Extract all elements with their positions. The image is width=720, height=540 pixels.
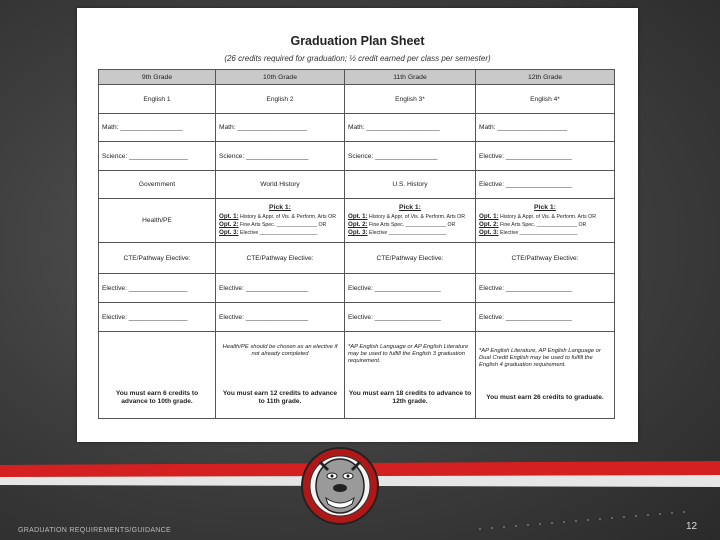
health-pe-cell: Health/PE xyxy=(99,199,216,243)
note-9 xyxy=(102,344,212,380)
science-9: Science: ________________ xyxy=(99,142,216,171)
social-12: Elective: __________________ xyxy=(476,171,615,199)
option-1: Opt. 1: History & Appr. of Vis. & Perform. Arts OR xyxy=(348,213,465,220)
social-studies-row xyxy=(99,171,615,199)
elective-a-11: Elective: __________________ xyxy=(345,274,476,303)
note-12: *AP English Literature, AP English Language or Dual Credit English may be used to fulfill the English 4 graduation requirement. xyxy=(479,348,601,368)
decorative-dots xyxy=(470,495,710,540)
cte-9: CTE/Pathway Elective: xyxy=(99,243,216,274)
option-2: Opt. 2: Fine Arts Spec. ______________ OR xyxy=(479,221,587,228)
summary-11 xyxy=(345,332,476,419)
elective-b-11: Elective: __________________ xyxy=(345,303,476,332)
math-row xyxy=(99,114,615,142)
elective-a-10: Elective: _________________ xyxy=(216,274,345,303)
cte-row xyxy=(99,243,615,274)
social-10: World History xyxy=(216,171,345,199)
elective-b-9: Elective: ________________ xyxy=(99,303,216,332)
option-3: Opt. 3: Elective ____________________ xyxy=(479,229,578,236)
elective-b-10: Elective: _________________ xyxy=(216,303,345,332)
option-3: Opt. 3: Elective ____________________ xyxy=(348,229,447,236)
science-11: Science: _________________ xyxy=(345,142,476,171)
elective-a-9: Elective: ________________ xyxy=(99,274,216,303)
pick-cell-12 xyxy=(476,199,615,243)
credits-requirement-11: You must earn 18 credits to advance to 12th grade. xyxy=(348,390,472,405)
credits-requirement-12: You must earn 26 credits to graduate. xyxy=(486,394,604,401)
summary-10 xyxy=(216,332,345,419)
english-12: English 4* xyxy=(476,85,615,114)
elective-b-12: Elective: __________________ xyxy=(476,303,615,332)
header-10th: 10th Grade xyxy=(216,70,345,85)
english-11: English 3* xyxy=(345,85,476,114)
cte-12: CTE/Pathway Elective: xyxy=(476,243,615,274)
math-12: Math: ___________________ xyxy=(476,114,615,142)
science-12: Elective: __________________ xyxy=(476,142,615,171)
social-11: U.S. History xyxy=(345,171,476,199)
header-12th: 12th Grade xyxy=(476,70,615,85)
sheet-subtitle: (26 credits required for graduation; ½ credit earned per class per semester) xyxy=(224,54,491,63)
header-9th: 9th Grade xyxy=(99,70,216,85)
summary-12 xyxy=(476,332,615,419)
math-11: Math: ____________________ xyxy=(345,114,476,142)
math-9: Math: _________________ xyxy=(99,114,216,142)
sheet-title: Graduation Plan Sheet xyxy=(290,34,425,48)
summary-row xyxy=(99,332,615,419)
option-2: Opt. 2: Fine Arts Spec. ______________ OR xyxy=(219,221,327,228)
english-10: English 2 xyxy=(216,85,345,114)
option-3: Opt. 3: Elective ____________________ xyxy=(219,229,318,236)
footer-label: GRADUATION REQUIREMENTS/GUIDANCE xyxy=(18,527,171,534)
english-9: English 1 xyxy=(99,85,216,114)
option-2: Opt. 2: Fine Arts Spec. ______________ OR xyxy=(348,221,456,228)
cte-11: CTE/Pathway Elective: xyxy=(345,243,476,274)
science-10: Science: _________________ xyxy=(216,142,345,171)
credits-requirement-9: You must earn 6 credits to advance to 10th grade. xyxy=(115,390,199,405)
header-row xyxy=(99,70,615,85)
option-1: Opt. 1: History & Appr. of Vis. & Perform. Arts OR xyxy=(479,213,596,220)
elective-a-12: Elective: __________________ xyxy=(476,274,615,303)
social-9: Government xyxy=(99,171,216,199)
pick-cell-10 xyxy=(216,199,345,243)
credits-requirement-10: You must earn 12 credits to advance to 11th grade. xyxy=(222,390,338,405)
page-number: 12 xyxy=(686,521,698,532)
bulldog-mascot-logo xyxy=(296,436,384,532)
pick-label: Pick 1: xyxy=(399,204,421,211)
elective-row-b xyxy=(99,303,615,332)
pick-label: Pick 1: xyxy=(269,204,291,211)
option-1: Opt. 1: History & Appr. of Vis. & Perform. Arts OR xyxy=(219,213,336,220)
note-10: Health/PE should be chosen as an elective if not already completed xyxy=(222,344,338,357)
english-row xyxy=(99,85,615,114)
pick-cell-11 xyxy=(345,199,476,243)
graduation-plan-sheet xyxy=(77,8,638,442)
header-11th: 11th Grade xyxy=(345,70,476,85)
cte-10: CTE/Pathway Elective: xyxy=(216,243,345,274)
health-pick-row xyxy=(99,199,615,243)
elective-row-a xyxy=(99,274,615,303)
science-row xyxy=(99,142,615,171)
math-10: Math: ___________________ xyxy=(216,114,345,142)
plan-table xyxy=(98,69,615,419)
note-11: *AP English Language or AP English Literature may be used to fulfill the English 3 graduation requirement. xyxy=(348,344,469,364)
summary-9 xyxy=(99,332,216,419)
pick-label: Pick 1: xyxy=(534,204,556,211)
